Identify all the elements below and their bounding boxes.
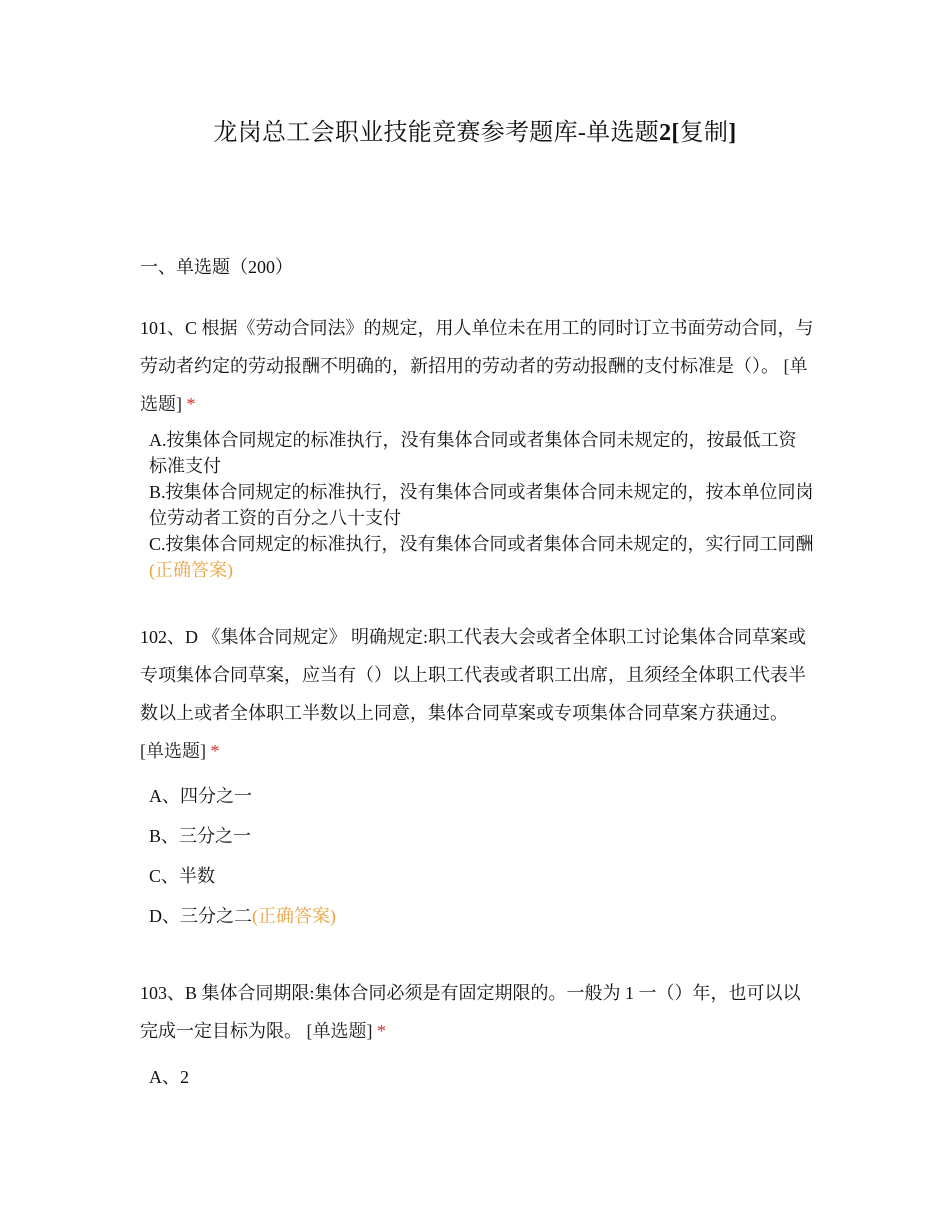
question-stem: 103、B 集体合同期限:集体合同必须是有固定期限的。一般为 1 一（）年，也可以以完成一定目标为限。 [140,983,801,1041]
option-b[interactable]: B.按集体合同规定的标准执行，没有集体合同或者集体合同未规定的，按本单位同岗位劳动者工资的百分之八十支付 [149,482,814,528]
question-102 [140,618,815,770]
option-c[interactable]: C、半数 [149,866,216,886]
title-main: 龙岗总工会职业技能竞赛参考题库-单选题 [213,120,660,146]
options-103 [149,1064,814,1104]
section-heading: 一、单选题（200） [140,257,293,277]
option-a[interactable]: A、2 [149,1067,189,1087]
question-103 [140,974,815,1050]
option-a[interactable]: A、四分之一 [149,786,252,806]
required-star: * [210,741,220,761]
required-star: * [186,394,196,414]
title-bracket: ] [728,120,737,146]
question-type-label: [单选题] [140,356,808,414]
question-stem: 101、C 根据《劳动合同法》的规定，用人单位未在用工的同时订立书面劳动合同，与劳动者约定的劳动报酬不明确的，新招用的劳动者的劳动报酬的支付标准是（）。 [140,318,814,376]
options-102 [149,783,814,943]
option-text: D、三分之二 [149,906,252,926]
correct-answer-tag: (正确答案) [252,906,336,926]
option-d[interactable] [149,903,814,929]
question-stem: 102、D 《集体合同规定》 明确规定:职工代表大会或者全体职工讨论集体合同草案或专项集体合同草案，应当有（）以上职工代表或者职工出席，且须经全体职工代表半数以上或者全体职工半数以上同意，集体合同草案或专项集体合同草案方获通过。 [140,627,806,723]
options-101 [149,427,814,583]
option-c[interactable] [149,531,814,583]
required-star: * [377,1021,386,1041]
question-101 [140,309,815,423]
option-b[interactable]: B、三分之一 [149,826,252,846]
question-type-label: [单选题] [140,741,206,761]
correct-answer-tag: (正确答案) [149,560,233,580]
option-text: C.按集体合同规定的标准执行，没有集体合同或者集体合同未规定的，实行同工同酬 [149,534,814,554]
title-copy-label: 复制 [679,120,729,146]
title-number: 2[ [659,120,680,146]
document-title [0,112,950,147]
option-a[interactable]: A.按集体合同规定的标准执行，没有集体合同或者集体合同未规定的，按最低工资标准支付 [149,430,797,476]
question-type-label: [单选题] [306,1021,373,1041]
